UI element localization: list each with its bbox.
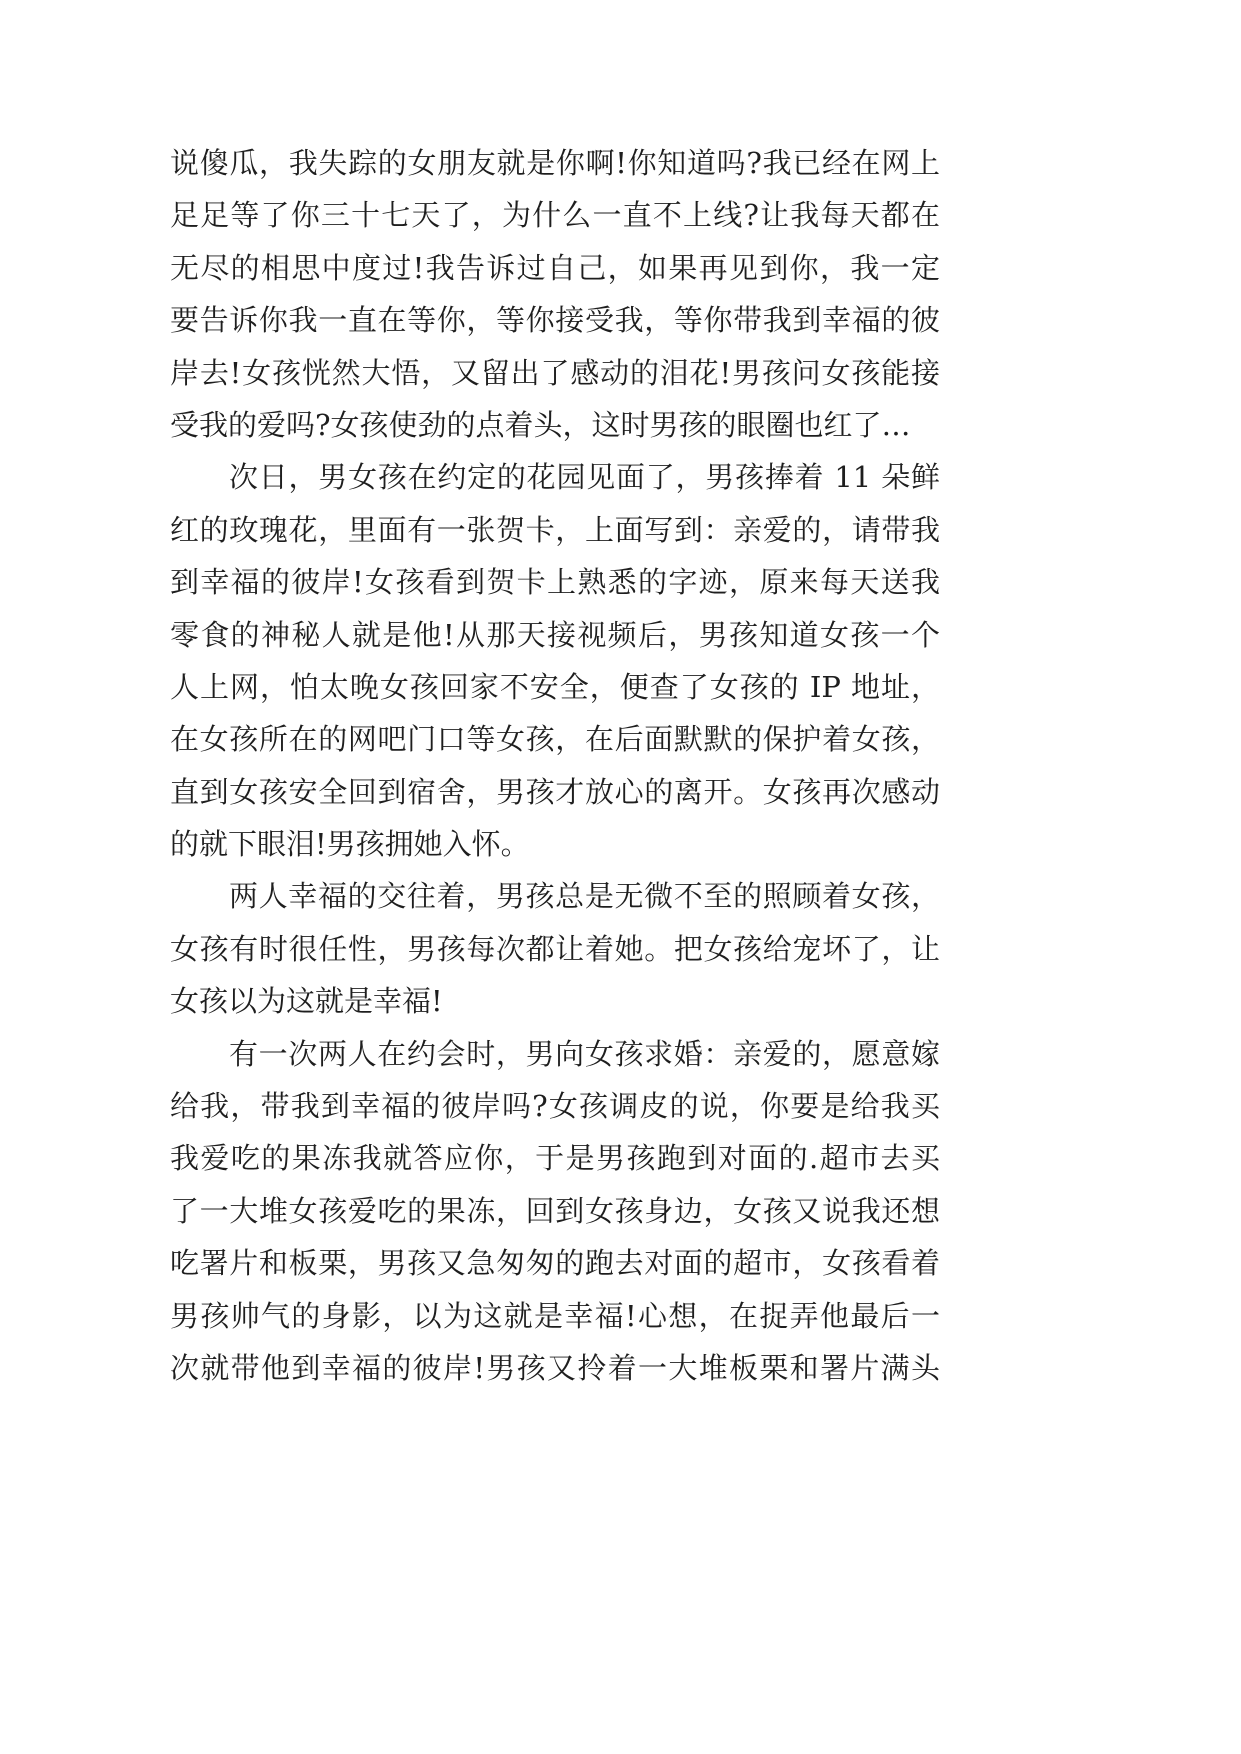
text-line: 有一次两人在约会时，男向女孩求婚：亲爱的，愿意嫁 — [229, 1036, 940, 1071]
text-line: 给我，带我到幸福的彼岸吗?女孩调皮的说，你要是给我买 — [170, 1089, 940, 1124]
text-line: 次就带他到幸福的彼岸!男孩又拎着一大堆板栗和署片满头 — [170, 1350, 940, 1385]
body-text — [170, 137, 940, 1394]
text-line: 直到女孩安全回到宿舍，男孩才放心的离开。女孩再次感动 — [170, 774, 940, 809]
text-line: 在女孩所在的网吧门口等女孩，在后面默默的保护着女孩， — [170, 722, 940, 757]
text-line: 零食的神秘人就是他!从那天接视频后，男孩知道女孩一个 — [170, 617, 940, 652]
text-line: 红的玫瑰花，里面有一张贺卡，上面写到：亲爱的，请带我 — [170, 512, 940, 547]
paragraph — [170, 451, 940, 870]
text-line: 到幸福的彼岸!女孩看到贺卡上熟悉的字迹，原来每天送我 — [170, 565, 940, 600]
paragraph — [170, 1028, 940, 1395]
text-line: 我爱吃的果冻我就答应你，于是男孩跑到对面的.超市去买 — [170, 1141, 940, 1176]
text-line: 女孩以为这就是幸福! — [170, 984, 443, 1019]
text-line: 两人幸福的交往着，男孩总是无微不至的照顾着女孩， — [229, 879, 940, 914]
text-line: 说傻瓜，我失踪的女朋友就是你啊!你知道吗?我已经在网上 — [170, 146, 940, 180]
text-line: 吃署片和板栗，男孩又急匆匆的跑去对面的超市，女孩看着 — [170, 1246, 940, 1281]
text-line: 人上网，怕太晚女孩回家不安全，便查了女孩的 IP 地址， — [170, 669, 940, 704]
text-line: 了一大堆女孩爱吃的果冻，回到女孩身边，女孩又说我还想 — [170, 1193, 940, 1228]
text-line: 男孩帅气的身影，以为这就是幸福!心想，在捉弄他最后一 — [170, 1298, 940, 1333]
paragraph — [170, 870, 940, 1027]
text-line: 的就下眼泪!男孩拥她入怀。 — [170, 827, 530, 862]
paragraph — [170, 137, 940, 451]
text-line: 岸去!女孩恍然大悟，又留出了感动的泪花!男孩问女孩能接 — [170, 355, 940, 390]
text-line: 次日，男女孩在约定的花园见面了，男孩捧着 11 朵鲜 — [229, 460, 940, 495]
text-line: 受我的爱吗?女孩使劲的点着头，这时男孩的眼圈也红了… — [170, 407, 911, 442]
text-line: 要告诉你我一直在等你，等你接受我，等你带我到幸福的彼 — [170, 303, 940, 338]
text-line: 足足等了你三十七天了，为什么一直不上线?让我每天都在 — [170, 198, 940, 233]
text-line: 女孩有时很任性，男孩每次都让着她。把女孩给宠坏了，让 — [170, 931, 940, 966]
text-line: 无尽的相思中度过!我告诉过自己，如果再见到你，我一定 — [170, 250, 940, 285]
